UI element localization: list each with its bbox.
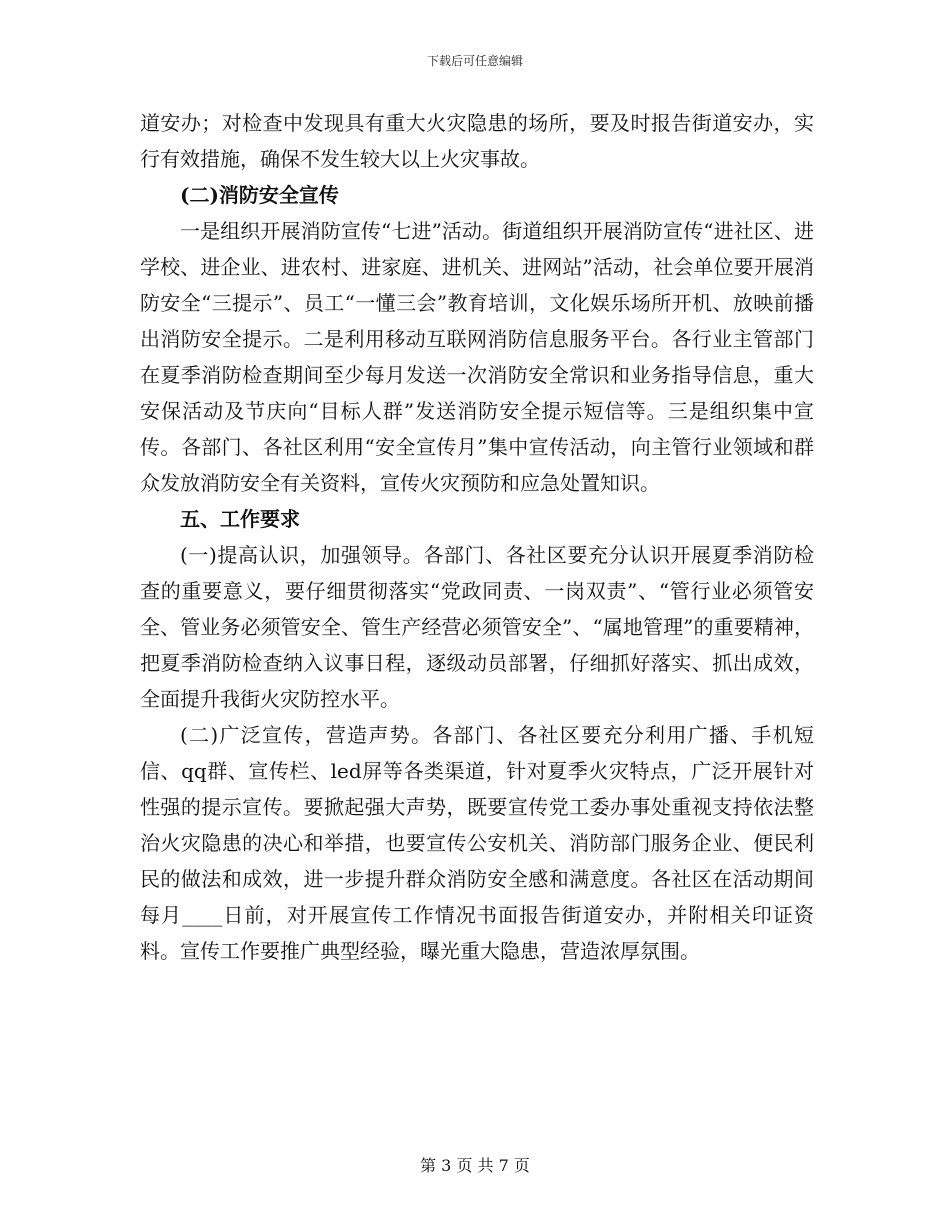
paragraph-leadership: (一)提高认识，加强领导。各部门、各社区要充分认识开展夏季消防检查的重要意义，要仔细贯彻落实“党政同责、一岗双责”、“管行业必须管安全、管业务必须管安全、管生产经营必须管安全”、“属地管理”的重要精神，把夏季消防检查纳入议事日程，逐级动员部署，仔细抓好落实、抓出成效，全面提升我街火灾防控水平。: [140, 543, 814, 711]
page-number: 第 3 页 共 7 页: [420, 1156, 530, 1175]
paragraph-continuation: 道安办；对检查中发现具有重大火灾隐患的场所，要及时报告街道安办，实行有效措施，确保不发生较大以上火灾事故。: [140, 111, 814, 171]
document-body: [140, 105, 814, 969]
section-heading-fire-safety-publicity: (二)消防安全宣传: [180, 183, 339, 207]
section-heading-work-requirements: 五、工作要求: [180, 507, 300, 531]
paragraph-publicity-momentum: (二)广泛宣传，营造声势。各部门、各社区要充分利用广播、手机短信、qq群、宣传栏、led屏等各类渠道，针对夏季火灾特点，广泛开展针对性强的提示宣传。要掀起强大声势，既要宣传党工委办事处重视支持依法整治火灾隐患的决心和举措，也要宣传公安机关、消防部门服务企业、便民利民的做法和成效，进一步提升群众消防安全感和满意度。各社区在活动期间每月____日前，对开展宣传工作情况书面报告街道安办，并附相关印证资料。宣传工作要推广典型经验，曝光重大隐患，营造浓厚氛围。: [140, 723, 814, 963]
page-header: 下载后可任意编辑: [426, 54, 523, 68]
paragraph-publicity-activities: 一是组织开展消防宣传“七进”活动。街道组织开展消防宣传“进社区、进学校、进企业、进农村、进家庭、进机关、进网站”活动，社会单位要开展消防安全“三提示”、员工“一懂三会”教育培训，文化娱乐场所开机、放映前播出消防安全提示。二是利用移动互联网消防信息服务平台。各行业主管部门在夏季消防检查期间至少每月发送一次消防安全常识和业务指导信息，重大安保活动及节庆向“目标人群”发送消防安全提示短信等。三是组织集中宣传。各部门、各社区利用“安全宣传月”集中宣传活动，向主管行业领域和群众发放消防安全有关资料，宣传火灾预防和应急处置知识。: [140, 219, 814, 495]
